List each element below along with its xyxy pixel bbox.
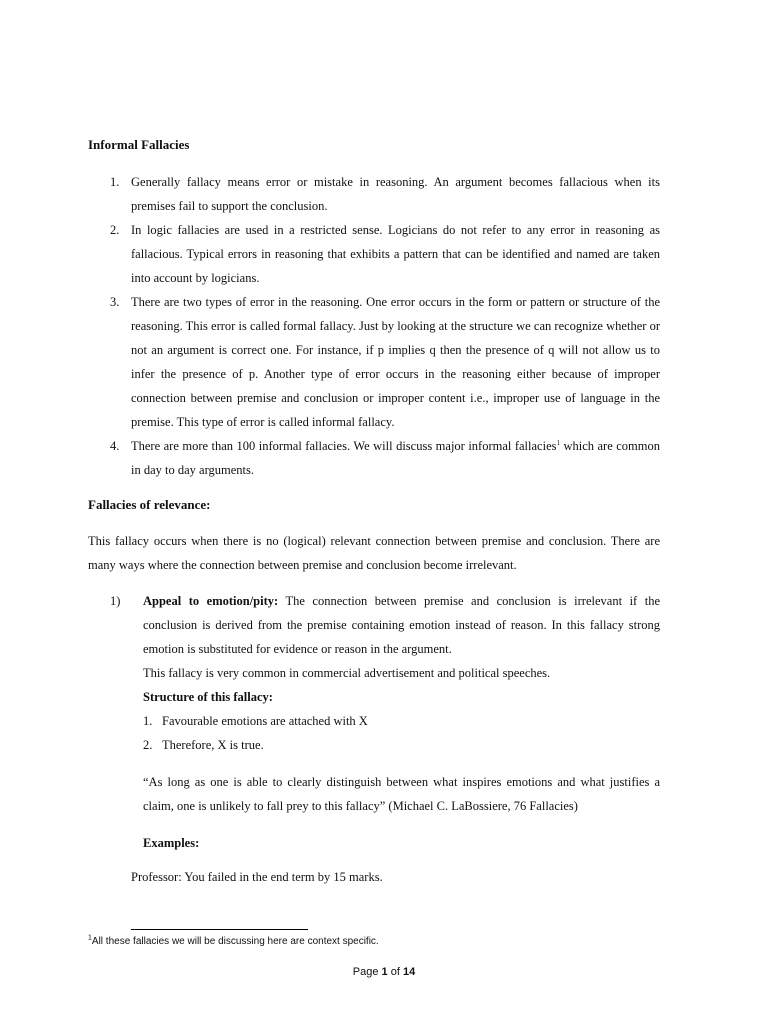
list-number: 1. xyxy=(110,175,120,189)
list-number: 2. xyxy=(110,223,120,237)
page-of: of xyxy=(387,966,403,978)
step-number: 1. xyxy=(143,714,153,728)
footnote-text: All these fallacies we will be discussing here are context specific. xyxy=(91,936,379,947)
list-item-text: There are two types of error in the reasoning. One error occurs in the form or pattern or structure of the reasoning. This error is called formal fallacy. Just by looking at the structure we can recognize whether or not an argument is correct one. For instance, if p implies q then the presence of q will not allow us to infer the presence of p. Another type of error occurs in the reasoning either because of improper connection between premise and conclusion or improper content i.e., improper use of language in the premise. This type of error is called informal fallacy. xyxy=(131,295,660,429)
footnote-divider xyxy=(131,929,308,930)
footnote-mark: 1 xyxy=(88,934,92,942)
page-title: Informal Fallacies xyxy=(88,137,190,152)
examples-heading: Examples: xyxy=(143,836,200,850)
section-heading: Fallacies of relevance: xyxy=(88,497,211,512)
list-item xyxy=(110,218,660,290)
list-item xyxy=(110,434,660,482)
page-prefix: Page xyxy=(352,966,382,978)
step-text: Favourable emotions are attached with X xyxy=(162,714,368,728)
structure-step xyxy=(143,709,660,733)
fallacy-title: Appeal to emotion/pity: xyxy=(143,594,279,608)
list-item-text: There are more than 100 informal fallacies. We will discuss major informal fallacies xyxy=(131,439,557,453)
page-total: 14 xyxy=(402,966,416,978)
list-item xyxy=(110,290,660,434)
footnote-reference[interactable]: 1 xyxy=(556,438,560,447)
step-text: Therefore, X is true. xyxy=(162,738,264,752)
fallacy-number: 1) xyxy=(110,594,121,608)
section-description: This fallacy occurs when there is no (logical) relevant connection between premise and conclusion. There are many ways where the connection between premise and conclusion become irrelevant. xyxy=(88,534,660,572)
example-line: Professor: You failed in the end term by 15 marks. xyxy=(131,870,383,884)
list-item-text: Generally fallacy means error or mistake in reasoning. An argument becomes fallacious when its premises fail to support the conclusion. xyxy=(131,175,660,213)
list-item xyxy=(110,170,660,218)
list-number: 3. xyxy=(110,295,120,309)
page-current: 1 xyxy=(381,966,388,978)
footnote xyxy=(88,935,379,949)
list-item-text-cont: which are common in day to day arguments. xyxy=(131,439,660,477)
structure-step xyxy=(143,733,660,757)
fallacy-item xyxy=(110,589,660,855)
intro-list xyxy=(110,170,660,482)
list-number: 4. xyxy=(110,439,120,453)
step-number: 2. xyxy=(143,738,153,752)
page-number xyxy=(0,965,768,979)
list-item-text: In logic fallacies are used in a restricted sense. Logicians do not refer to any error in reasoning as fallacious. Typical errors in reasoning that exhibits a pattern that can be identified and named are taken into account by logicians. xyxy=(131,223,660,285)
fallacy-content xyxy=(143,589,660,855)
structure-heading: Structure of this fallacy: xyxy=(143,690,273,704)
quotation: “As long as one is able to clearly distinguish between what inspires emotions and what justifies a claim, one is unlikely to fall prey to this fallacy” (Michael C. LaBossiere, 76 Fallacies) xyxy=(143,775,660,813)
fallacy-note: This fallacy is very common in commercial advertisement and political speeches. xyxy=(143,666,551,680)
fallacy-desc-text: The connection between premise and conclusion is irrelevant if the conclusion is derived from the premise containing emotion instead of reason. In this fallacy strong emotion is substituted for evidence or reason in the argument. xyxy=(143,594,660,656)
fallacy-description xyxy=(143,589,660,661)
